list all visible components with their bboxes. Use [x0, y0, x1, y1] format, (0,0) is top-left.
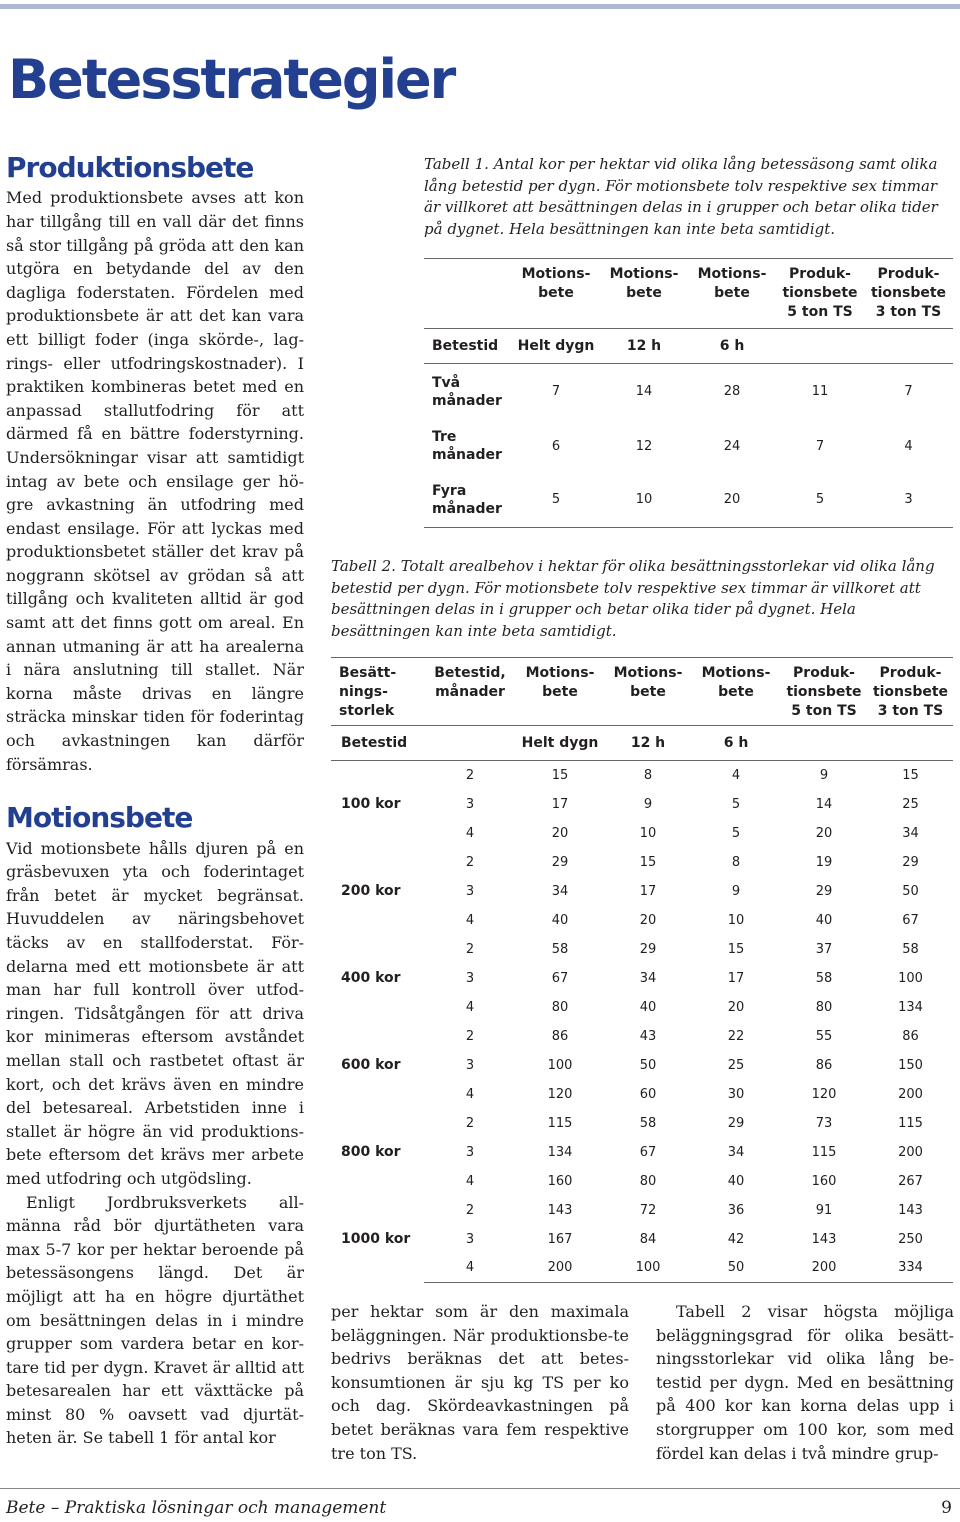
- table2-header: Motions- bete: [692, 658, 780, 726]
- value-cell: 58: [902, 941, 919, 957]
- months-cell: 3: [465, 796, 475, 812]
- herd-size-label: 400 kor: [341, 970, 401, 986]
- value-cell: 5: [731, 796, 741, 812]
- value-cell: 84: [639, 1231, 657, 1247]
- table-row: [331, 1051, 953, 1080]
- value-cell: 100: [547, 1057, 573, 1073]
- table2-header-months: Betestid, månader: [424, 658, 516, 726]
- value-cell: 20: [639, 912, 657, 928]
- value-cell: 200: [898, 1144, 923, 1160]
- value-cell: 50: [902, 883, 919, 899]
- value-cell: 160: [547, 1173, 573, 1189]
- table-row: [331, 1022, 953, 1051]
- value-cell: 17: [727, 970, 745, 986]
- value-cell: 14: [815, 796, 833, 812]
- months-cell: 3: [465, 1144, 475, 1160]
- months-cell: 2: [465, 941, 475, 957]
- table1-header: Produk- tionsbete 5 ton TS: [776, 259, 864, 329]
- value-cell: 120: [811, 1086, 837, 1102]
- value-cell: 250: [898, 1231, 923, 1247]
- table1-header: Motions- bete: [600, 259, 688, 329]
- value-cell: 30: [727, 1086, 745, 1102]
- months-cell: 4: [465, 912, 475, 928]
- value-cell: 20: [551, 825, 569, 841]
- value-cell: 29: [551, 854, 569, 870]
- value-cell: 34: [639, 970, 657, 986]
- table1-header-row: [424, 259, 953, 329]
- value-cell: 29: [902, 854, 919, 870]
- value-cell: 120: [547, 1086, 573, 1102]
- value-cell: 17: [639, 883, 657, 899]
- herd-size-label: 800 kor: [341, 1144, 401, 1160]
- value-cell: 86: [902, 1028, 919, 1044]
- table-row: [331, 1138, 953, 1167]
- months-cell: 3: [465, 970, 475, 986]
- table-row: Fyra månader 5 10 20 5 3: [424, 473, 953, 528]
- paragraph-motionsbete: Vid motionsbete hålls djuren på en gräsbevuxen yta och foderintaget från betet är mycket begränsat. Huvuddelen av näringsbehovet täcks av en stallfoderstat. För-delarna med ett motionsbete är att man har full kontroll över utfod-ringen. Tidsåtgången för att driva kor minimeras eftersom avståndet mellan stall och rastbetet oftast är kort, och det krävs även en mindre del betesareal. Arbetstiden inne i stallet är högre än vid produktions-bete eftersom det krävs mer arbete med utfodring och utgödsling.: [6, 838, 304, 1188]
- table-row: [331, 1080, 953, 1109]
- table-row: [331, 1196, 953, 1225]
- months-cell: 3: [465, 1231, 475, 1247]
- table-row: [331, 935, 953, 964]
- value-cell: 200: [780, 1254, 868, 1283]
- paragraph-jordbruksverket: Enligt Jordbruksverkets all-männa råd bör djurtätheten vara max 5-7 kor per hektar beroende på betessäsongens längd. Det är möjligt att ha en högre djurtäthet om besättningen delas in i mindre grupper som vardera betar en kor-tare tid per dygn. Kravet är alltid att betesarealen har ett växttäcke på minst 80 % oavsett vad djurtät-heten är. Se tabell 1 för antal kor: [6, 1192, 304, 1448]
- table-row: [331, 761, 953, 790]
- value-cell: 9: [643, 796, 653, 812]
- table1-header: Motions- bete: [688, 259, 776, 329]
- months-cell: 4: [465, 999, 475, 1015]
- months-cell: 4: [465, 1173, 475, 1189]
- value-cell: 36: [727, 1202, 745, 1218]
- footer-text: Bete – Praktiska lösningar och management: [6, 1498, 387, 1518]
- value-cell: 25: [727, 1057, 745, 1073]
- value-cell: 15: [902, 767, 919, 783]
- value-cell: 267: [898, 1173, 923, 1189]
- table-row: [331, 1167, 953, 1196]
- value-cell: 9: [731, 883, 741, 899]
- value-cell: 91: [815, 1202, 833, 1218]
- table2-header: Motions- bete: [516, 658, 604, 726]
- section-heading-motionsbete: Motionsbete: [6, 801, 193, 835]
- table-row: [331, 848, 953, 877]
- value-cell: 100: [604, 1254, 692, 1283]
- months-cell: 3: [465, 883, 475, 899]
- table-row: [331, 1254, 953, 1283]
- table1-betestid-row: Betestid Helt dygn 12 h 6 h: [424, 329, 953, 364]
- table2: [331, 657, 953, 1283]
- herd-size-label: 1000 kor: [341, 1231, 411, 1247]
- footer-rule: [0, 1488, 960, 1489]
- value-cell: 86: [551, 1028, 569, 1044]
- page-number: 9: [941, 1498, 952, 1518]
- value-cell: 29: [639, 941, 657, 957]
- value-cell: 50: [692, 1254, 780, 1283]
- table-row: Två månader 7 14 28 11 7: [432, 374, 913, 409]
- value-cell: 5: [731, 825, 741, 841]
- months-cell: 4: [465, 825, 475, 841]
- table1-header: Motions- bete: [512, 259, 600, 329]
- value-cell: 43: [639, 1028, 657, 1044]
- months-cell: 2: [465, 1028, 475, 1044]
- value-cell: 143: [547, 1202, 573, 1218]
- herd-size-label: 100 kor: [341, 796, 401, 813]
- table-row: [331, 1109, 953, 1138]
- value-cell: 40: [639, 999, 657, 1015]
- value-cell: 19: [815, 854, 833, 870]
- value-cell: 134: [547, 1144, 573, 1160]
- value-cell: 15: [551, 767, 569, 783]
- value-cell: 72: [639, 1202, 657, 1218]
- table2-header: Produk- tionsbete 3 ton TS: [868, 658, 953, 726]
- value-cell: 8: [643, 767, 653, 783]
- value-cell: 160: [811, 1173, 837, 1189]
- value-cell: 4: [731, 767, 741, 783]
- table-row: [331, 906, 953, 935]
- table2-header-row: [331, 658, 953, 726]
- table1: [424, 258, 953, 528]
- value-cell: 37: [815, 941, 833, 957]
- value-cell: 34: [727, 1144, 745, 1160]
- months-cell: 2: [465, 767, 475, 783]
- value-cell: 115: [811, 1144, 837, 1160]
- table2-caption: Tabell 2. Totalt arealbehov i hektar för olika besättningsstorlekar vid olika lång betestid per dygn. För motionsbete tolv respektive sex timmar är villkoret att besättningen delas in i grupper och betar olika tider på dygnet. Hela besättningen kan inte beta samtidigt.: [331, 557, 935, 640]
- herd-size-label: 200 kor: [341, 883, 401, 899]
- value-cell: 67: [639, 1144, 657, 1160]
- value-cell: 115: [898, 1115, 923, 1131]
- table-row: Tre månader 6 12 24 7 4: [432, 429, 913, 463]
- value-cell: 29: [815, 883, 833, 899]
- table1-header: Produk- tionsbete 3 ton TS: [864, 259, 953, 329]
- value-cell: 20: [727, 999, 745, 1015]
- value-cell: 115: [547, 1115, 573, 1131]
- paragraph-bottom-right: Tabell 2 visar högsta möjliga beläggningsgrad för olika besätt-ningsstorlekar vid olika lång be-testid per dygn. Med en besättning på 400 kor kan korna delas upp i storgrupper om 100 kor, som med fördel kan delas i två mindre grup-: [656, 1302, 954, 1463]
- value-cell: 60: [639, 1086, 657, 1102]
- value-cell: 8: [731, 854, 741, 870]
- value-cell: 15: [727, 941, 745, 957]
- value-cell: 167: [547, 1231, 573, 1247]
- value-cell: 80: [551, 999, 569, 1015]
- paragraph-bottom-left: per hektar som är den maximala beläggningen. När produktionsbe-te bedrivs beräknas det att betes-konsumtionen är sju kg TS per ko och dag. Skördeavkastningen på betet beräknas vara fem respektive tre ton TS.: [331, 1302, 629, 1463]
- months-cell: 4: [465, 1086, 475, 1102]
- value-cell: 80: [815, 999, 833, 1015]
- value-cell: 42: [727, 1231, 745, 1247]
- value-cell: 143: [811, 1231, 837, 1247]
- table2-header-size: Besätt- nings- storlek: [331, 658, 424, 726]
- paragraph-produktionsbete: Med produktionsbete avses att kon har tillgång till en vall där det finns så stor tillgång på gröda att den kan utgöra en betydande del av den dagliga foderstaten. Fördelen med produktionsbete är att det kan vara ett billigt foder (inga skörde-, lag-rings- eller utfodringskostnader). I praktiken kombineras betet med en anpassad stallutfodring för att därmed få en bättre foderstyrning. Undersökningar visar att samtidigt intag av bete och ensilage ger hö-gre avkastning än utfodring med endast ensilage. För att lyckas med produktionsbetet ställer det krav på noggrann skötsel av grödan så att tillgång och kvaliteten alltid är god samt att det finns gott om areal. En annan utmaning är att ha arealerna i nära anslutning till stallet. När korna måste drivas en längre sträcka minskar tiden för foderintag och avkastningen kan därför försämras.: [6, 188, 304, 774]
- value-cell: 67: [902, 912, 919, 928]
- table-row: [331, 964, 953, 993]
- value-cell: 150: [898, 1057, 923, 1073]
- table1-caption: Tabell 1. Antal kor per hektar vid olika lång betessäsong samt olika lång betestid per dygn. För motionsbete tolv respektive sex timmar är villkoret att besättningen delas in i grupper och betar olika tider på dygnet. Hela besättningen kan inte beta samtidigt.: [424, 155, 938, 238]
- value-cell: 17: [551, 796, 569, 812]
- months-cell: 4: [424, 1254, 516, 1283]
- months-cell: 2: [465, 854, 475, 870]
- value-cell: 200: [898, 1086, 923, 1102]
- value-cell: 50: [639, 1057, 657, 1073]
- value-cell: 86: [815, 1057, 833, 1073]
- value-cell: 34: [551, 883, 569, 899]
- herd-size-label: 600 kor: [341, 1057, 401, 1073]
- value-cell: 80: [639, 1173, 657, 1189]
- table2-betestid-row: Betestid Helt dygn 12 h 6 h: [331, 726, 953, 761]
- months-cell: 2: [465, 1115, 475, 1131]
- value-cell: 9: [819, 767, 829, 783]
- value-cell: 29: [727, 1115, 745, 1131]
- section-heading-produktionsbete: Produktionsbete: [6, 151, 254, 184]
- months-cell: 3: [465, 1057, 475, 1073]
- value-cell: 58: [639, 1115, 657, 1131]
- table-row: [331, 1225, 953, 1254]
- value-cell: 40: [815, 912, 833, 928]
- value-cell: 58: [815, 970, 833, 986]
- value-cell: 40: [727, 1173, 745, 1189]
- value-cell: 25: [902, 796, 919, 812]
- value-cell: 67: [551, 970, 569, 986]
- page-title: Betesstrategier: [8, 48, 455, 111]
- months-cell: 2: [465, 1202, 475, 1218]
- value-cell: 40: [551, 912, 569, 928]
- value-cell: 58: [551, 941, 569, 957]
- left-column: [6, 150, 304, 1450]
- table-row: [331, 993, 953, 1022]
- table-row: [331, 819, 953, 848]
- value-cell: 134: [898, 999, 923, 1015]
- value-cell: 100: [898, 970, 923, 986]
- value-cell: 200: [516, 1254, 604, 1283]
- top-rule: [0, 4, 960, 9]
- value-cell: 22: [727, 1028, 745, 1044]
- table2-header: Motions- bete: [604, 658, 692, 726]
- value-cell: 34: [902, 825, 919, 841]
- table-row: [331, 877, 953, 906]
- table-row: [331, 790, 953, 819]
- value-cell: 143: [898, 1202, 923, 1218]
- value-cell: 20: [815, 825, 833, 841]
- table2-body: [331, 761, 953, 1283]
- value-cell: 10: [639, 825, 657, 841]
- table2-header: Produk- tionsbete 5 ton TS: [780, 658, 868, 726]
- value-cell: 10: [727, 912, 745, 928]
- value-cell: 55: [815, 1028, 833, 1044]
- value-cell: 15: [639, 854, 657, 870]
- value-cell: 334: [868, 1254, 953, 1283]
- value-cell: 73: [815, 1115, 833, 1131]
